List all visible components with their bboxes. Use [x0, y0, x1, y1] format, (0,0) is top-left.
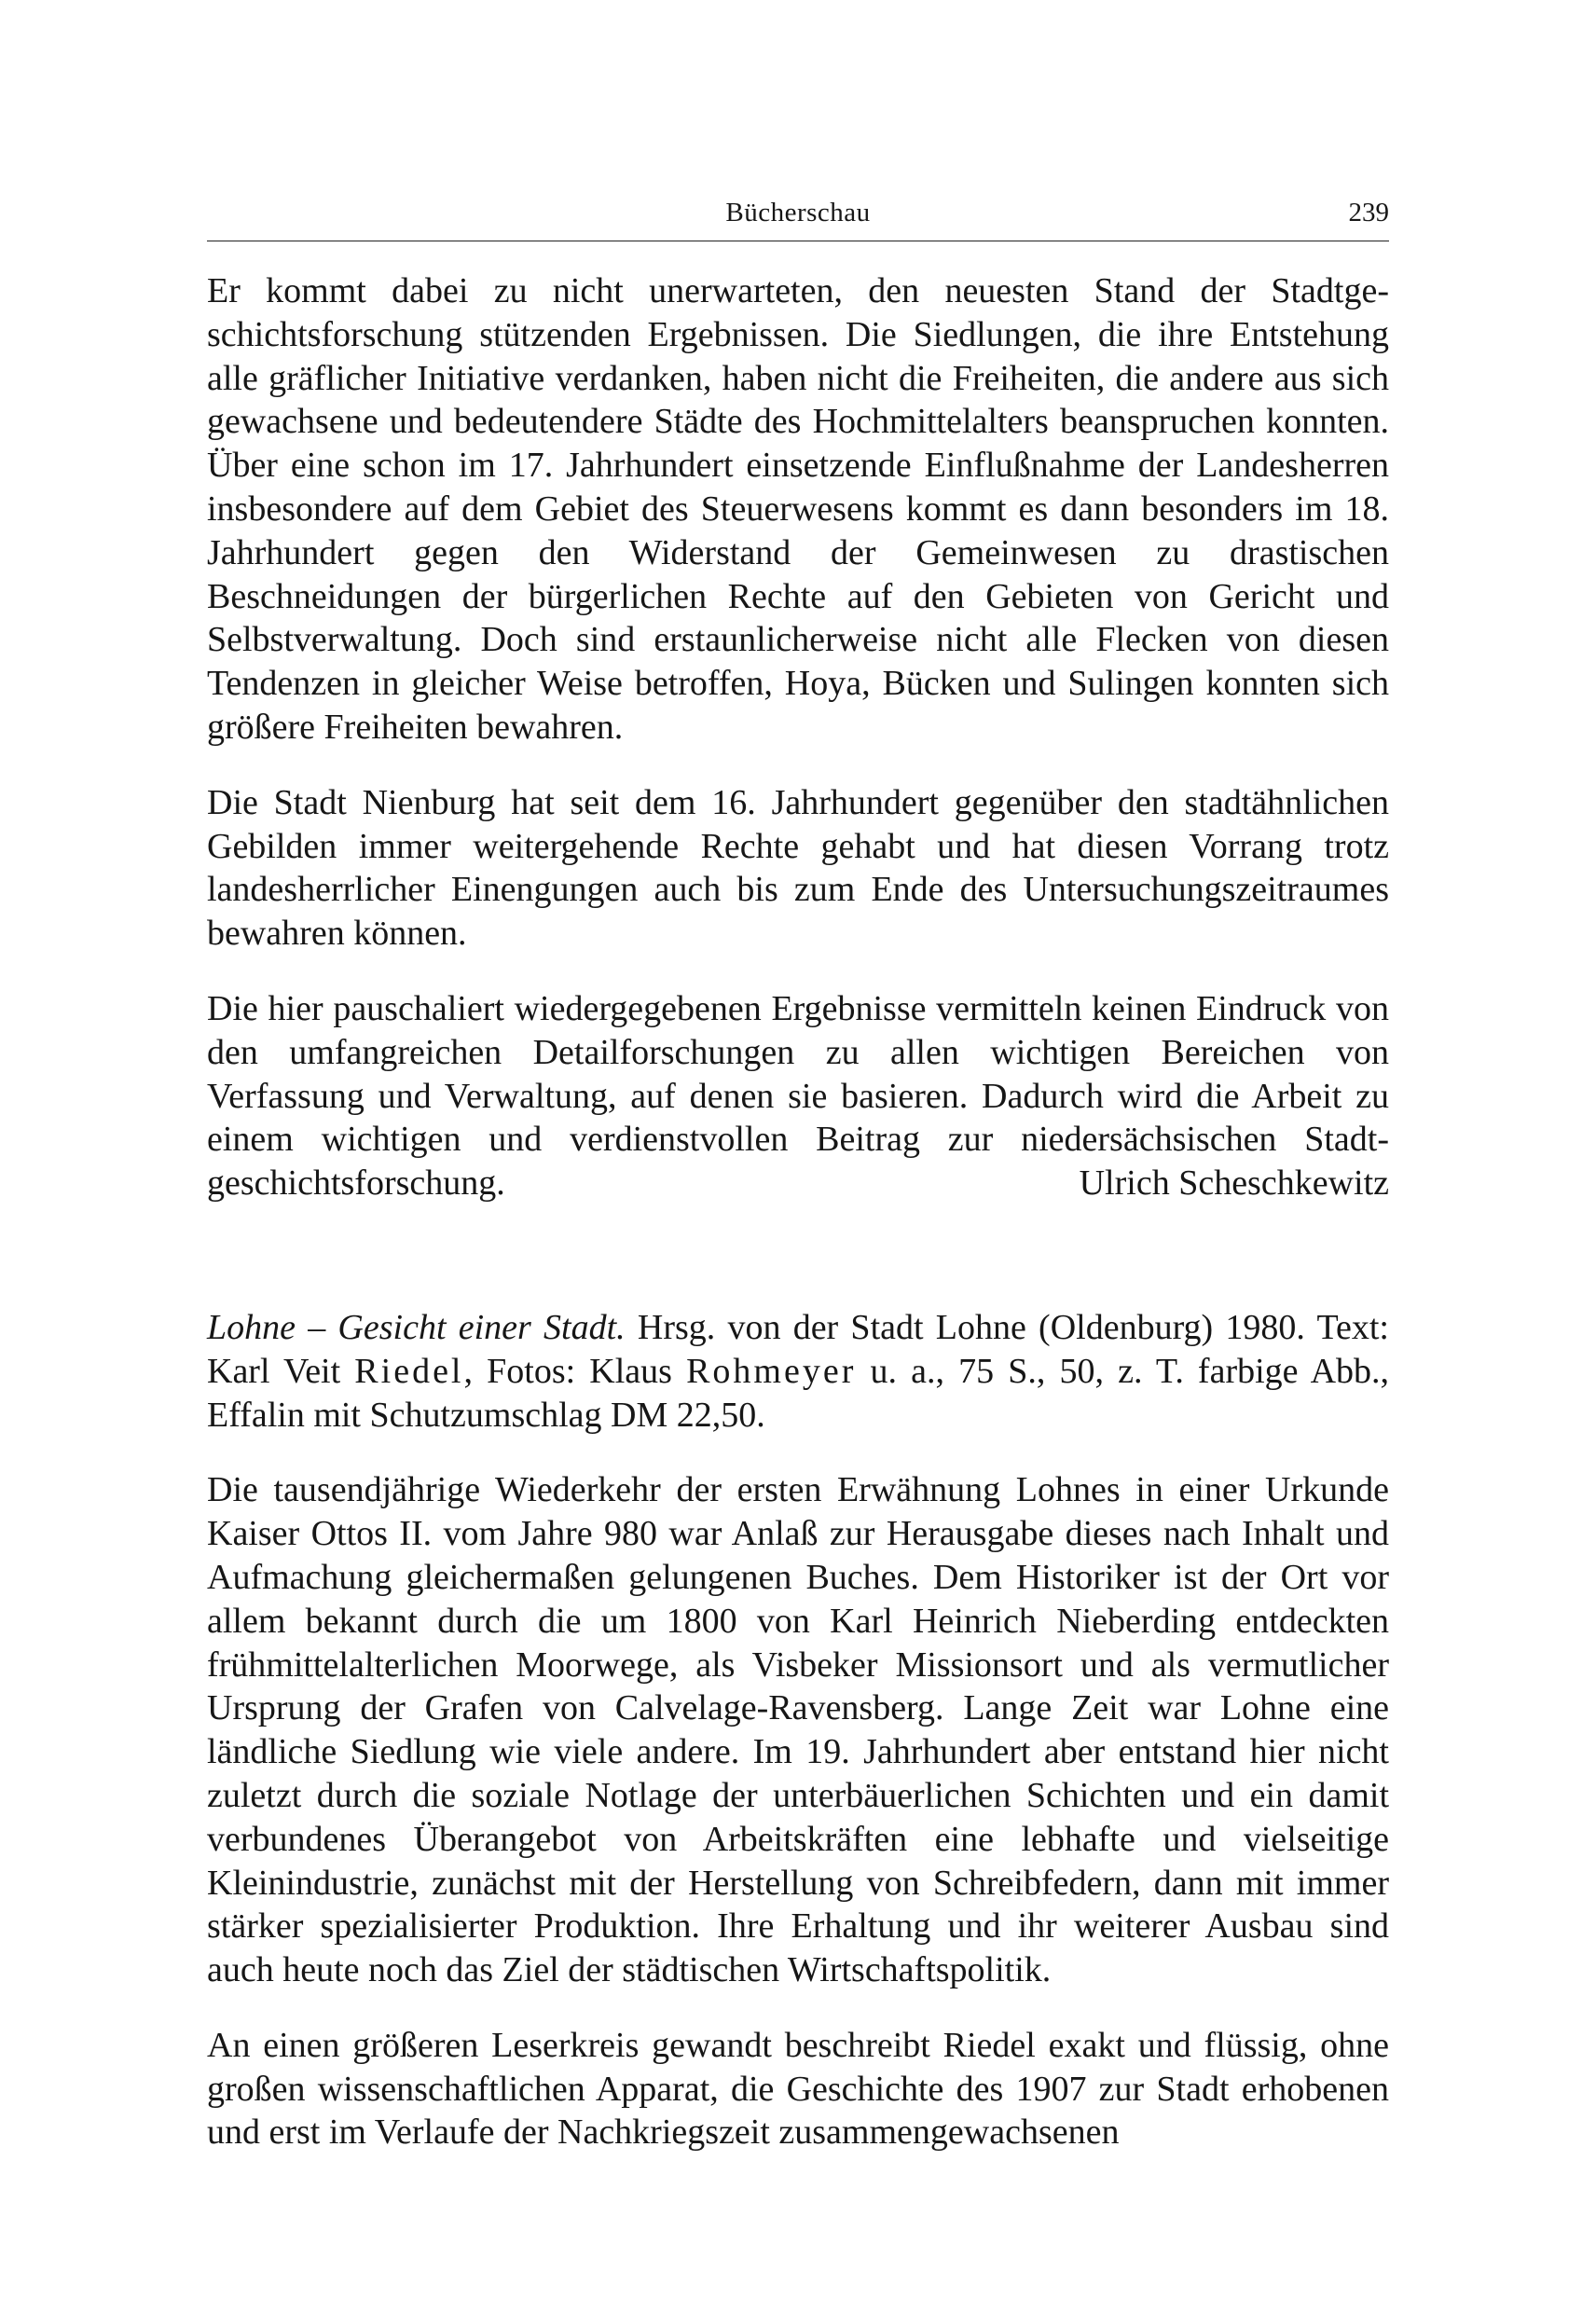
citation-part-1: Hrsg. von der Stadt Lohne (Oldenburg) 1980. Text: Karl Veit	[207, 1307, 1389, 1391]
book-review-page	[207, 186, 1389, 2154]
review1-paragraph-2: Die Stadt Nienburg hat seit dem 16. Jahrhundert gegenüber den stadtähnlichen Gebilden immer weitergehende Rechte gehabt und hat diesen Vorrang trotz landesherrlicher Einengungen auch bis zum Ende des Untersuchungszeitraumes bewahren können.	[207, 782, 1389, 954]
reviewer-signature: Ulrich Scheschkewitz	[1079, 1163, 1389, 1204]
citation-title: Lohne – Gesicht einer Stadt.	[207, 1307, 626, 1347]
review1-paragraph-3-text: Die hier pauschaliert wiedergegebenen Ergebnisse vermitteln keinen Eindruck von den umfangreichen Detailforschungen zu allen wichtigen Bereichen von Verfassung und Verwaltung, auf denen sie basieren. Dadurch wird die Arbeit zu einem wichtigen und verdienstvollen Beitrag zur niedersächsischen Stadtgeschichtsforschung.	[207, 988, 1389, 1204]
review1-paragraph-3	[207, 987, 1389, 1205]
citation-part-3: u. a., 75 S., 50, z. T. farbige Abb., Effalin mit Schutzumschlag DM 22,50.	[207, 1351, 1390, 1435]
review2-paragraph-1: Die tausendjährige Wiederkehr der ersten Erwähnung Lohnes in einer Urkunde Kaiser Ottos II. vom Jahre 980 war Anlaß zur Herausgabe dieses nach Inhalt und Aufmachung gleichermaßen gelungenen Buches. Dem Historiker ist der Ort vor allem bekannt durch die um 1800 von Karl Heinrich Nieberding entdeckten frühmittelalterlichen Moorwege, als Visbeker Missionsort und als vermutlicher Ursprung der Grafen von Calvelage-Ravensberg. Lange Zeit war Lohne eine ländliche Siedlung wie viele andere. Im 19. Jahrhundert aber entstand hier nicht zuletzt durch die soziale Notlage der unterbäuerlichen Schichten und ein damit verbundenes Überangebot von Arbeitskräften eine lebhafte und vielseitige Kleinindustrie, zunächst mit der Herstellung von Schreibfedern, dann mit immer stärker spezialisierter Produktion. Ihre Erhaltung und ihr weiterer Ausbau sind auch heute noch das Ziel der städtischen Wirtschaftspolitik.	[207, 1470, 1389, 1990]
citation-photographer: Rohmeyer	[686, 1351, 857, 1391]
page-number: 239	[1348, 198, 1389, 227]
review1-paragraph-1: Er kommt dabei zu nicht unerwarteten, den neuesten Stand der Stadtgeschichtsforschung stützenden Ergebnissen. Die Siedlungen, die ihre Entstehung alle gräflicher Initiative verdanken, haben nicht die Freiheiten, die andere aus sich gewachsene und bedeutendere Städte des Hochmittelalters beanspruchen konnten. Über eine schon im 17. Jahrhundert einsetzende Einflußnahme der Landesherren insbesondere auf dem Gebiet des Steuerwesens kommt es dann besonders im 18. Jahrhundert gegen den Widerstand der Gemeinwesen zu drastischen Beschneidungen der bürgerlichen Rechte auf den Gebieten von Gericht und Selbstverwaltung. Doch sind erstaunlicherweise nicht alle Flecken von diesen Tendenzen in gleicher Weise betroffen, Hoya, Bücken und Sulingen konnten sich größere Freiheiten bewahren.	[207, 271, 1389, 747]
citation-part-2: , Fotos: Klaus	[463, 1351, 687, 1391]
review2-citation	[207, 1306, 1389, 1437]
citation-author: Riedel	[354, 1351, 464, 1391]
running-title: Bücherschau	[725, 198, 871, 227]
running-header	[207, 186, 1389, 239]
review2-paragraph-2: An einen größeren Leserkreis gewandt beschreibt Riedel exakt und flüssig, ohne großen wissenschaftlichen Apparat, die Geschichte des 1907 zur Stadt erhobenen und erst im Verlaufe der Nachkriegszeit zusammengewachsenen	[207, 2025, 1389, 2153]
